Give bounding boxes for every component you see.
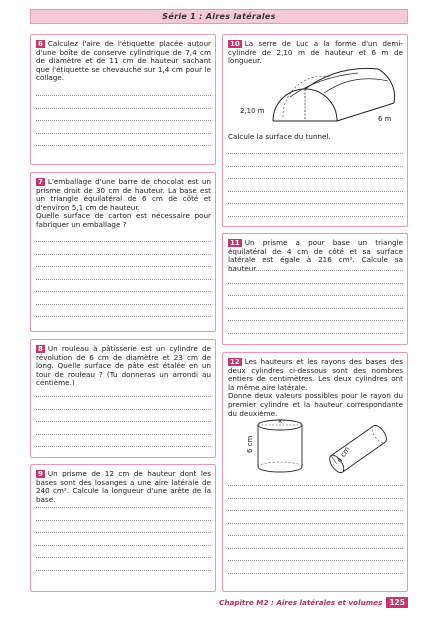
footer [219, 597, 408, 608]
exercise-9-panel [30, 464, 216, 592]
figure-height-label: 6 cm [246, 435, 254, 453]
figure-length-label: 6 m [378, 115, 392, 123]
exercise-11-panel [222, 233, 408, 345]
page-title: Série 1 : Aires latérales [30, 9, 408, 24]
answer-lines[interactable] [36, 396, 211, 459]
chapter-title: Chapitre M2 : Aires latérales et volumes [219, 598, 383, 607]
exercise-question: Donne deux valeurs possibles pour le rayon du premier cylindre et la hauteur correspondante du deuxième. [228, 391, 403, 418]
figure-radius-label: 4 cm [335, 445, 352, 465]
exercise-8-panel [30, 339, 216, 458]
figure-x-label: x [278, 417, 283, 425]
exercise-text: Les hauteurs et les rayons des bases des deux cylindres ci-dessous sont des nombres entiers de centimètres. Les deux cylindres ont la même aire latérale. [228, 357, 403, 392]
answer-lines[interactable] [228, 153, 403, 228]
greenhouse-figure [228, 59, 403, 131]
exercise-number: 10 [230, 40, 240, 48]
figure-height-label: 2,10 m [240, 107, 265, 115]
exercise-text: Calculez l'aire de l'étiquette placée autour d'une boîte de conserve cylindrique de 7,4 cm de diamètre et de 11 cm de hauteur sachant que l'étiquette se chevauche sur 1,4 cm pour le collage. [36, 39, 211, 83]
exercise-question: Quelle surface de carton est nécessaire pour fabriquer un emballage ? [36, 211, 211, 229]
exercise-question: Calcule la surface du tunnel. [228, 132, 331, 141]
exercise-number: 12 [230, 358, 240, 366]
exercise-number: 11 [230, 239, 240, 247]
exercise-text: La serre de Luc a la forme d'un demi-cylindre de 2,10 m de hauteur et 6 m de longueur. [228, 39, 403, 66]
exercise-6-panel [30, 34, 216, 165]
exercise-number: 6 [38, 40, 43, 48]
exercise-text: Un prisme de 12 cm de hauteur dont les bases sont des losanges a une aire latérale de 240 cm². Calcule la longueur d'une arête de la base. [36, 469, 211, 504]
page-number: 125 [386, 597, 408, 608]
exercise-12-panel [222, 352, 408, 592]
exercise-number: 9 [38, 470, 43, 478]
exercise-7-panel [30, 172, 216, 332]
answer-lines[interactable] [228, 270, 403, 345]
exercise-number: 8 [38, 345, 43, 353]
answer-lines[interactable] [36, 507, 211, 582]
exercise-text: Un prisme a pour base un triangle équilatéral de 4 cm de côté et sa surface latérale est égale à 216 cm². Calcule sa hauteur. [228, 238, 403, 273]
exercise-text: L'emballage d'une barre de chocolat est un prisme droit de 30 cm de hauteur. La base est un triangle équilatéral de 6 cm de côté et d'environ 5,1 cm de hauteur. [36, 177, 211, 212]
exercise-10-panel [222, 34, 408, 227]
cylinders-figure [228, 417, 403, 475]
exercise-text: Un rouleau à pâtisserie est un cylindre de révolution de 6 cm de diamètre et 23 cm de long. Quelle surface de pâte est étalée en un tour de rouleau ? (Tu donneras un arrondi au centième.) [36, 344, 211, 388]
answer-lines[interactable] [228, 485, 403, 585]
exercise-number: 7 [38, 178, 43, 186]
answer-lines[interactable] [36, 241, 211, 329]
answer-lines[interactable] [36, 95, 211, 158]
